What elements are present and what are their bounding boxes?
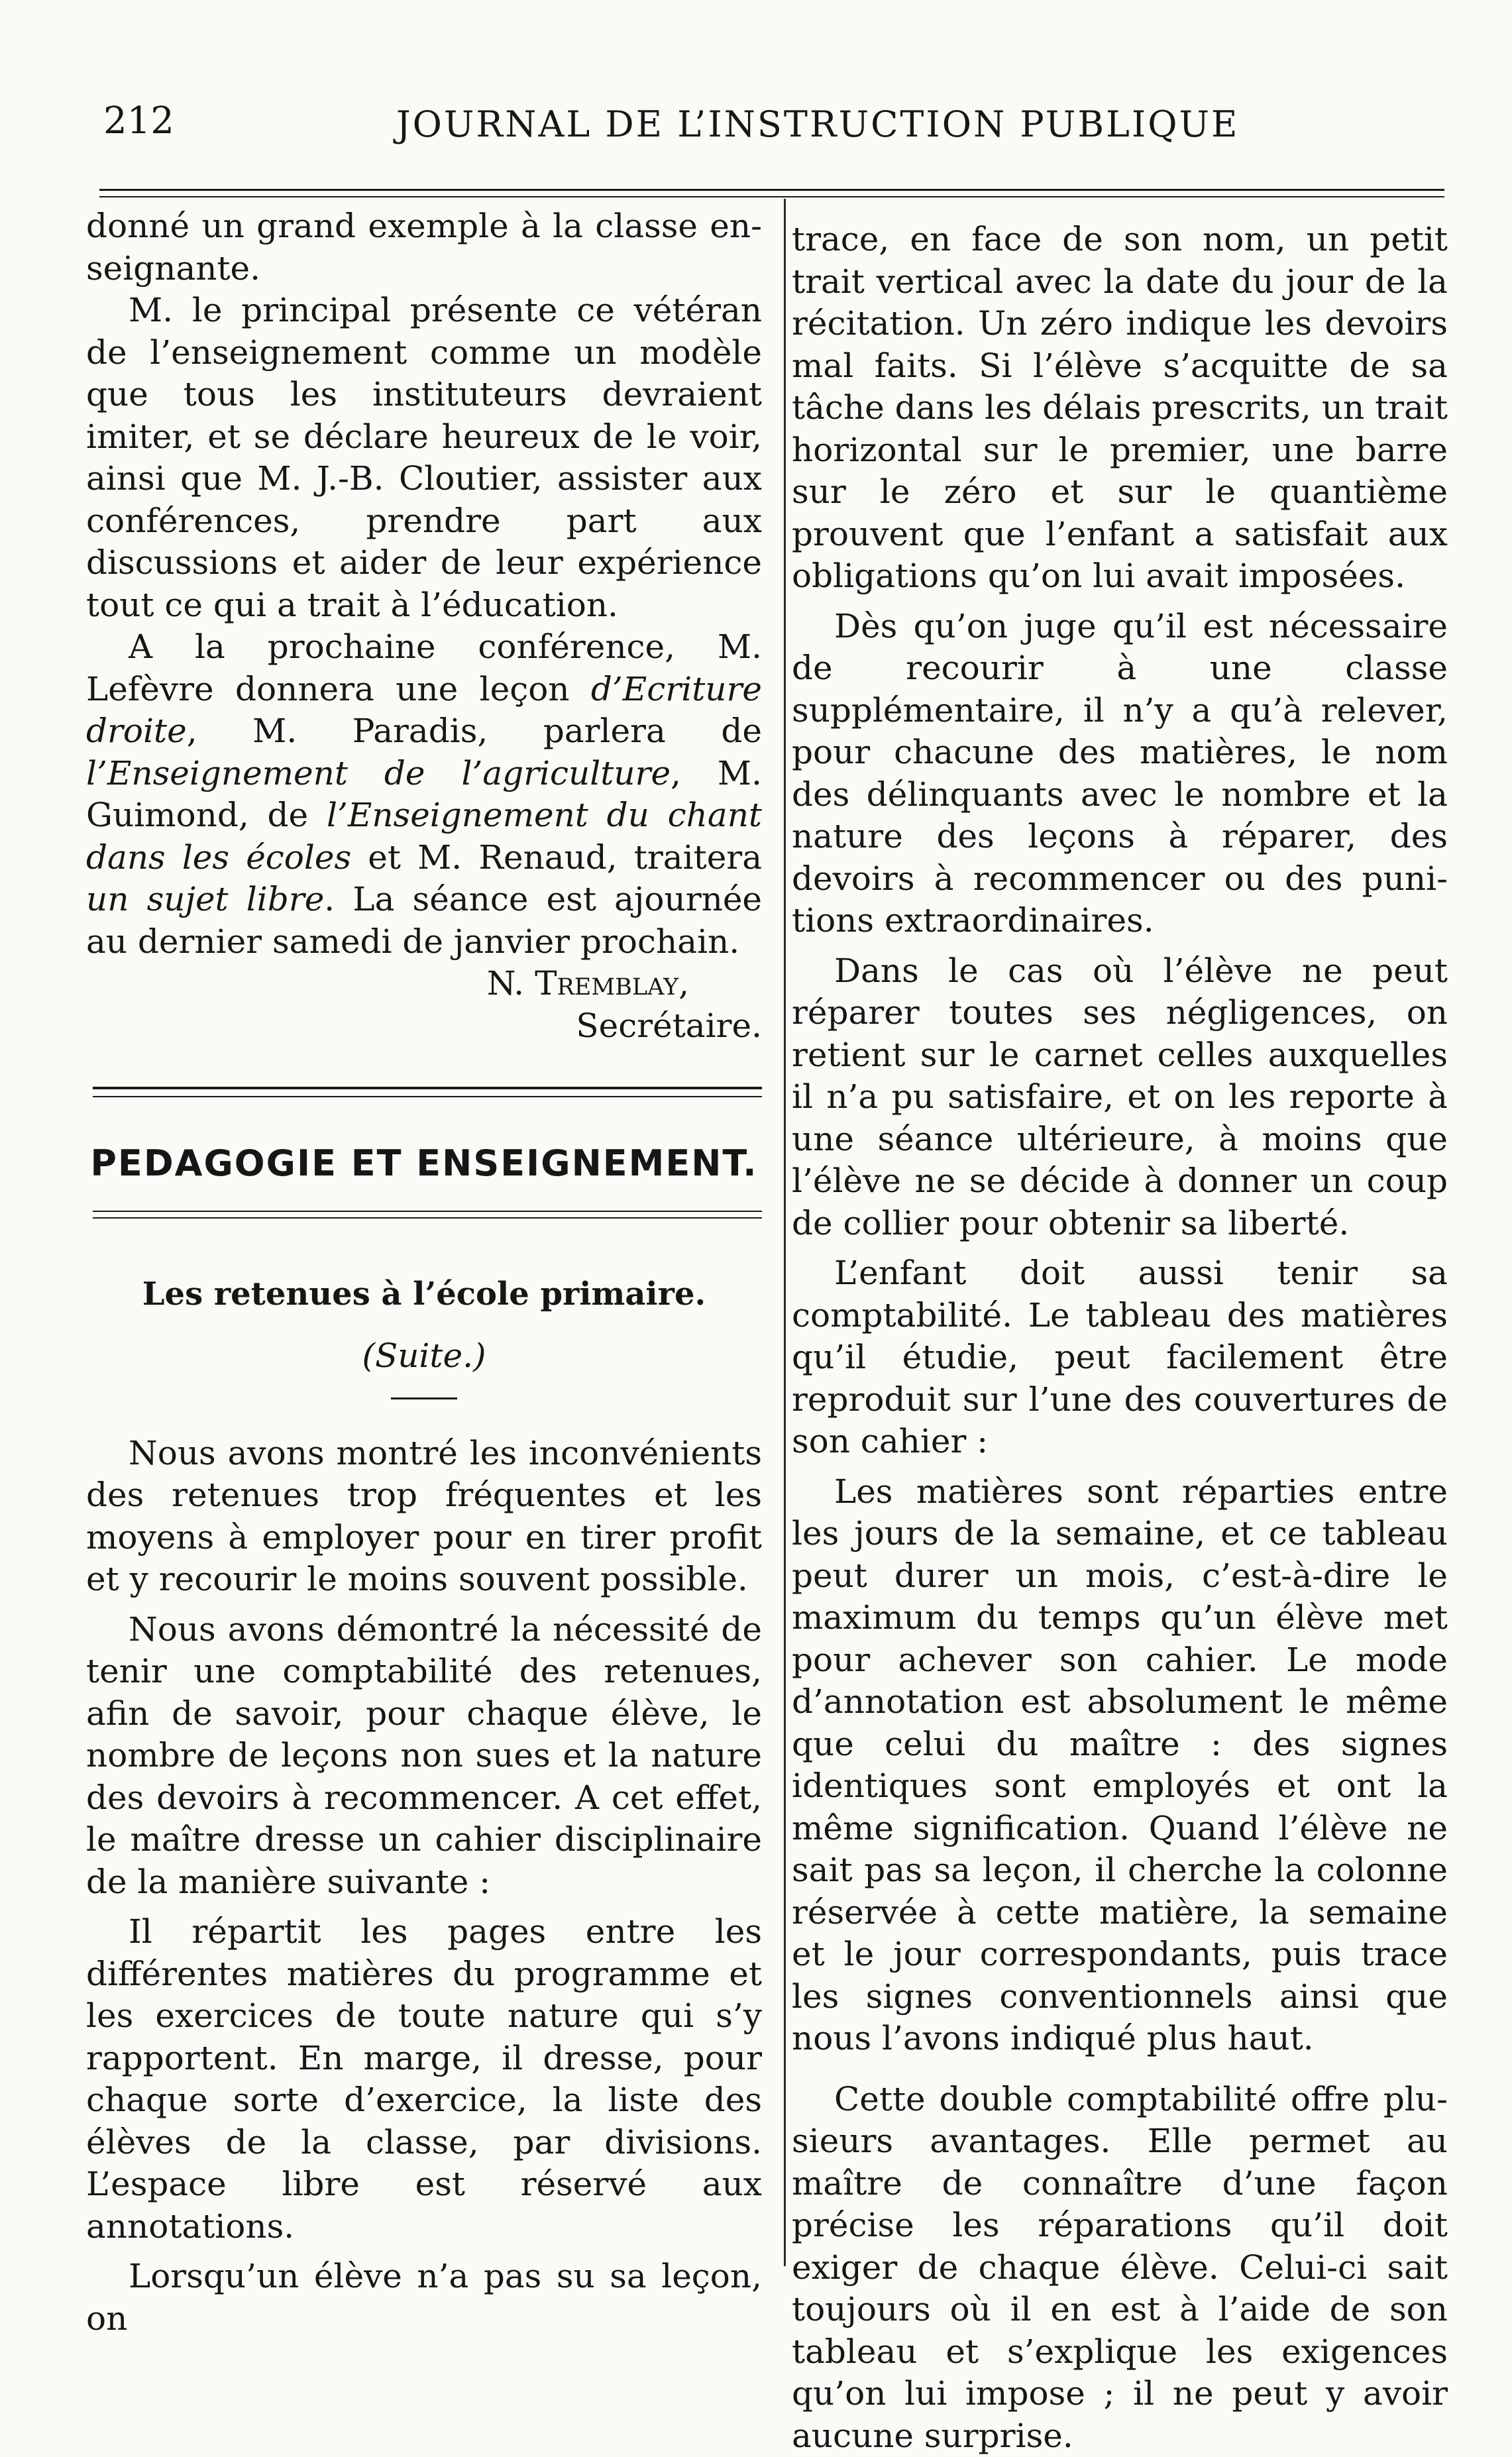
text-run: , M. Guimond, de bbox=[86, 754, 762, 835]
text-run: et M. Renaud, traitera bbox=[351, 838, 762, 877]
paragraph: Cette double comptabilité offre plusieurs avantages. Elle permet au maître de connaître d’une façon précise les réparations qu’il doit exiger de chaque élève. Celui-ci sait toujours où il en est à l’aide de son tableau et s’explique les exigences qu’on lui impose ; il ne peut y avoir aucune surprise. bbox=[792, 2079, 1448, 2457]
italic-run: un sujet libre bbox=[86, 880, 324, 918]
paragraph: Les matières sont réparties entre les jours de la semaine, et ce tableau peut durer un mois, c’est-à-dire le maximum du temps qu’un élève met pour achever son cahier. Le mode d’annotation est absolument le même que celui du maître : des signes identiques sont employés et ont la même signification. Quand l’élève ne sait pas sa leçon, il cherche la colonne réservée à cette matière, la semaine et le jour correspondants, puis trace les signes conventionnels ainsi que nous l’avons indiqué plus haut. bbox=[792, 1471, 1448, 2060]
section-rule-top bbox=[86, 1080, 762, 1109]
column-divider bbox=[784, 199, 786, 2266]
italic-run: l’Enseignement de l’agriculture bbox=[86, 754, 671, 792]
running-head bbox=[99, 99, 1425, 159]
paragraph: L’enfant doit aussi tenir sa comptabilité. Le tableau des matières qu’il étudie, peut facilement être reproduit sur l’une des couvertures de son cahier : bbox=[792, 1252, 1448, 1463]
right-column bbox=[792, 219, 1448, 2457]
header-rule bbox=[99, 189, 1444, 191]
left-column bbox=[86, 205, 762, 2340]
journal-title: JOURNAL DE L’INSTRUCTION PUBLIQUE bbox=[396, 103, 1239, 145]
article-suite: (Suite.) bbox=[86, 1335, 762, 1378]
paragraph: M. le principal présente ce vétéran de l’enseignement comme un modèle que tous les instituteurs devraient imiter, et se déclare heureux de le voir, ainsi que M. J.-B. Cloutier, assister aux conférences, prendre part aux discussions et aider de leur expérience tout ce qui a trait à l’éducation. bbox=[86, 290, 762, 626]
paragraph: Dès qu’on juge qu’il est nécessaire de recourir à une classe supplémentaire, il n’y a qu’à relever, pour chacune des matières, le nom des délinquants avec le nombre et la nature des leçons à réparer, des devoirs à recommencer ou des punitions extraordinaires. bbox=[792, 606, 1448, 942]
paragraph: Lorsqu’un élève n’a pas su sa leçon, on bbox=[86, 2256, 762, 2340]
short-rule bbox=[391, 1397, 457, 1399]
text-run: A la prochaine conférence, M. Lefèvre donnera une leçon bbox=[86, 628, 762, 708]
article-title: Les retenues à l’école primaire. bbox=[86, 1274, 762, 1316]
italic-run: d’Ecriture droite bbox=[86, 670, 762, 751]
header-rule-thin bbox=[99, 196, 1444, 197]
signature-name bbox=[86, 963, 762, 1005]
signature-title: Secrétaire. bbox=[86, 1005, 762, 1048]
paragraph: donné un grand exemple à la classe enseignante. bbox=[86, 205, 762, 290]
paragraph: Nous avons démontré la nécessité de tenir une comptabilité des retenues, afin de savoir, pour chaque élève, le nombre de leçons non sues et la nature des devoirs à recommencer. A cet effet, le maître dresse un cahier disciplinaire de la manière suivante : bbox=[86, 1609, 762, 1904]
page-number: 212 bbox=[103, 99, 174, 142]
paragraph: Nous avons montré les inconvénients des retenues trop fréquentes et les moyens à employer pour en tirer profit et y recourir le moins souvent possible. bbox=[86, 1433, 762, 1601]
section-rule-bottom bbox=[86, 1208, 762, 1237]
paragraph bbox=[86, 626, 762, 963]
section-title: PEDAGOGIE ET ENSEIGNEMENT. bbox=[86, 1142, 762, 1185]
paragraph: Il répartit les pages entre les différentes matières du programme et les exercices de toute nature qui s’y rapportent. En marge, il dresse, pour chaque sorte d’exercice, la liste des élèves de la classe, par divisions. L’espace libre est réservé aux annotations. bbox=[86, 1911, 762, 2248]
signature-name-text: N. Tremblay, bbox=[487, 964, 689, 1003]
text-run: . La séance est ajournée au dernier samedi de janvier prochain. bbox=[86, 880, 762, 961]
text-run: , M. Paradis, parlera de bbox=[187, 712, 762, 750]
italic-run: l’Enseignement du chant dans les écoles bbox=[86, 796, 762, 877]
paragraph: trace, en face de son nom, un petit trait vertical avec la date du jour de la récitation. Un zéro indique les devoirs mal faits. Si l’élève s’acquitte de sa tâche dans les délais prescrits, un trait horizontal sur le premier, une barre sur le zéro et sur le quantième prouvent que l’enfant a satisfait aux obligations qu’on lui avait imposées. bbox=[792, 219, 1448, 598]
paragraph: Dans le cas où l’élève ne peut réparer toutes ses négligences, on retient sur le carnet celles auxquelles il n’a pu satisfaire, et on les reporte à une séance ultérieure, à moins que l’élève ne se décide à donner un coup de collier pour obtenir sa liberté. bbox=[792, 950, 1448, 1245]
